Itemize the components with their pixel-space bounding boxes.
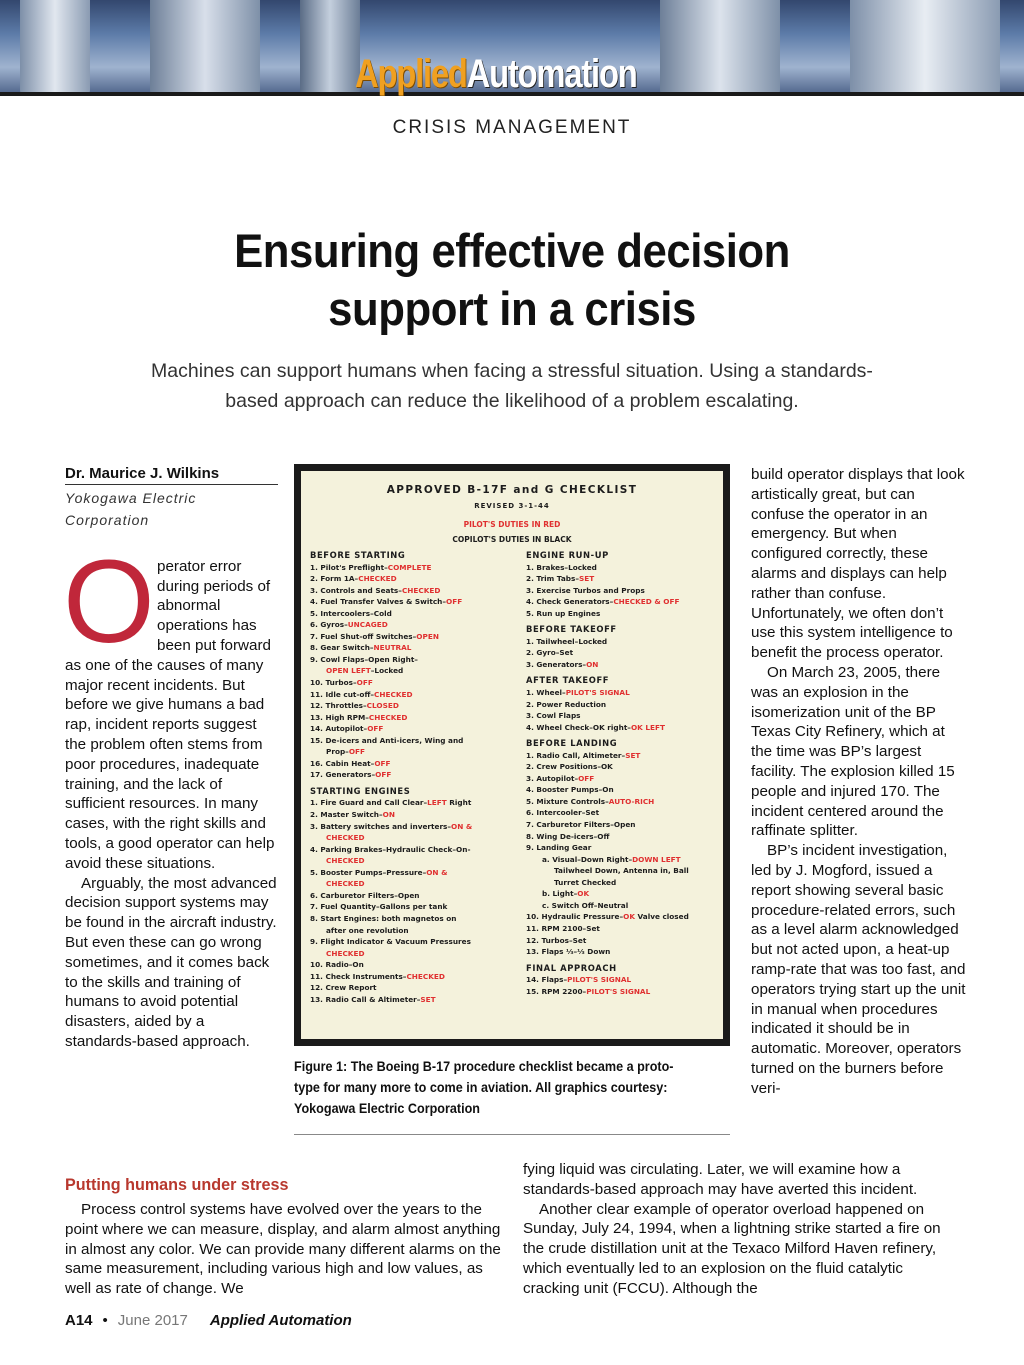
checklist-item-pilot-text: CHECKED bbox=[374, 689, 413, 699]
checklist-item-pilot-text: OFF bbox=[356, 678, 373, 688]
checklist-item bbox=[310, 562, 515, 574]
body-paragraph: build operator displays that look artistically great, but can confuse the operator in an emergency. But when configured correctly, these alarms and displays can help rather than confuse. Unfortunately, we often don’t use this system intelligence to benefit the process operator. bbox=[751, 466, 965, 662]
checklist-item-pilot-text: PILOT'S SIGNAL bbox=[565, 688, 630, 698]
checklist-item bbox=[310, 712, 515, 724]
left-column bbox=[65, 464, 280, 1052]
checklist-item-text: Valve closed bbox=[634, 912, 689, 922]
bottom-left-column bbox=[65, 1200, 505, 1299]
checklist-item-text: 3. Controls and Seats– bbox=[310, 585, 402, 595]
checklist-item bbox=[526, 831, 722, 843]
checklist-item bbox=[310, 867, 515, 879]
checklist-item bbox=[310, 769, 515, 781]
section-subhead: Putting humans under stress bbox=[65, 1175, 289, 1194]
checklist-item bbox=[526, 900, 722, 912]
checklist-item bbox=[310, 596, 515, 608]
checklist-section-heading: BEFORE TAKEOFF bbox=[526, 624, 617, 635]
checklist-item-text: 1. Pilot's Preflight– bbox=[310, 562, 388, 572]
subtitle-line: based approach can reduce the likelihood of a problem escalating. bbox=[225, 390, 799, 412]
page-footer bbox=[65, 1312, 352, 1329]
checklist-item bbox=[526, 659, 722, 671]
checklist-item-text: 12. Throttles– bbox=[310, 701, 367, 711]
checklist-item bbox=[310, 821, 515, 833]
checklist-item bbox=[526, 596, 722, 608]
checklist-item bbox=[310, 844, 515, 856]
masthead-banner bbox=[0, 0, 1024, 96]
checklist-item-text: 4. Fuel Transfer Valves & Switch– bbox=[310, 597, 447, 607]
checklist-item bbox=[310, 948, 515, 960]
checklist-revised: REVISED 3-1-44 bbox=[474, 502, 550, 510]
checklist-item-text: 2. Trim Tabs– bbox=[526, 574, 579, 584]
checklist-item-text: 9. Landing Gear bbox=[526, 843, 592, 853]
body-paragraph: BP’s incident investigation, led by J. Mogford, issued a report showing several basic procedure-related errors, such as a level alarm acknowledged but not acted upon, a heat-up ramp-rate that was too fast, and operators trying start up the unit in manual when procedures indicated it should be in automatic. Moreover, operators turned on the burners before veri- bbox=[751, 842, 966, 1097]
checklist-item-text: Turret Checked bbox=[554, 877, 617, 887]
checklist-item-text: a. Visual–Down Right– bbox=[542, 854, 633, 864]
caption-divider bbox=[294, 1134, 730, 1135]
affiliation-line: Corporation bbox=[65, 511, 150, 528]
checklist-item-text: c. Switch Off–Neutral bbox=[542, 900, 629, 910]
checklist-item bbox=[310, 746, 515, 758]
checklist-item bbox=[526, 854, 722, 866]
body-paragraph: Process control systems have evolved over the years to the point where we can measure, display, and alarm almost anything in almost any color. We can provide many different alarms on the same measurement, including various high and low values, as well as rate of change. We bbox=[65, 1201, 501, 1298]
checklist-item bbox=[526, 877, 722, 889]
tank-graphic bbox=[660, 0, 780, 96]
checklist-item-text: after one revolution bbox=[326, 925, 409, 935]
checklist-item bbox=[310, 959, 515, 971]
checklist-item bbox=[310, 971, 515, 983]
body-paragraph: Another clear example of operator overload happened on Sunday, July 24, 1994, when a lightning strike started a fire on the crude distillation unit at the Texaco Milford Haven refinery, which eventually led to an explosion on the fluid catalytic cracking unit (FCCU). Although the bbox=[523, 1200, 941, 1297]
checklist-item-pilot-text: PILOT'S SIGNAL bbox=[567, 975, 632, 985]
checklist-item bbox=[526, 750, 722, 762]
checklist-copilot-duties: COPILOT'S DUTIES IN BLACK bbox=[452, 535, 572, 544]
checklist-item bbox=[310, 619, 515, 631]
figure-checklist bbox=[294, 464, 730, 1046]
checklist-item-text: 15. De-icers and Anti-icers, Wing and bbox=[310, 735, 464, 745]
checklist-item-text: 4. Check Generators– bbox=[526, 597, 614, 607]
checklist-item bbox=[310, 797, 515, 809]
checklist-item-text: 3. Battery switches and inverters– bbox=[310, 821, 452, 831]
checklist-item-text: 6. Gyros– bbox=[310, 620, 348, 630]
checklist-item-pilot-text: CHECKED bbox=[401, 585, 441, 595]
section-label: CRISIS MANAGEMENT bbox=[392, 117, 632, 138]
checklist-item-text: Prop– bbox=[326, 747, 349, 757]
checklist-item bbox=[310, 890, 515, 902]
checklist-item-text: 4. Booster Pumps–On bbox=[526, 785, 614, 795]
checklist-item-text: 10. Radio–On bbox=[310, 960, 364, 970]
checklist-item-text: 2. Form 1A– bbox=[310, 574, 359, 584]
checklist-item-text: 8. Gear Switch– bbox=[310, 643, 374, 653]
checklist-item bbox=[526, 761, 722, 773]
checklist-item-pilot-text: OPEN bbox=[416, 631, 439, 641]
checklist-item-text: –Locked bbox=[370, 666, 404, 676]
checklist-item-text: 10. Turbos– bbox=[310, 678, 357, 688]
logo-part-automation: Automation bbox=[466, 52, 637, 96]
checklist-item-pilot-text: PILOT'S SIGNAL bbox=[586, 986, 651, 996]
checklist-item-text: 10. Hydraulic Pressure– bbox=[526, 912, 624, 922]
checklist-item-pilot-text: CHECKED bbox=[358, 574, 397, 584]
tank-graphic bbox=[850, 0, 1000, 96]
checklist-section-heading: ENGINE RUN-UP bbox=[526, 550, 609, 560]
checklist-image bbox=[301, 471, 723, 1039]
checklist-item-pilot-text: AUTO-RICH bbox=[608, 796, 655, 806]
figure-caption bbox=[294, 1056, 730, 1119]
checklist-item-pilot-text: OK LEFT bbox=[630, 722, 665, 732]
checklist-item-pilot-text: CLOSED bbox=[366, 701, 399, 711]
title-line: Ensuring effective decision bbox=[234, 224, 790, 277]
logo-part-applied: Applied bbox=[355, 52, 467, 96]
checklist-item bbox=[526, 986, 722, 998]
checklist-item bbox=[310, 608, 515, 620]
checklist-title: APPROVED B-17F and G CHECKLIST bbox=[386, 484, 638, 496]
checklist-section-heading: AFTER TAKEOFF bbox=[526, 675, 610, 686]
checklist-item bbox=[310, 585, 515, 597]
checklist-item-text: 1. Radio Call, Altimeter– bbox=[526, 750, 626, 760]
checklist-item bbox=[310, 654, 515, 666]
checklist-item bbox=[526, 722, 722, 734]
caption-line: Figure 1: The Boeing B-17 procedure checklist became a proto- bbox=[294, 1058, 674, 1074]
checklist-item-text: 7. Fuel Quantity–Gallons per tank bbox=[310, 902, 448, 912]
checklist-item bbox=[526, 687, 722, 699]
checklist-item-pilot-text: OPEN LEFT bbox=[326, 666, 371, 676]
checklist-item-text: 13. High RPM– bbox=[310, 712, 369, 722]
checklist-column-left bbox=[310, 550, 515, 1005]
checklist-item-pilot-text: OFF bbox=[348, 747, 366, 757]
article-subtitle bbox=[80, 356, 944, 416]
checklist-item bbox=[310, 758, 515, 770]
checklist-item-text: 2. Gyro–Set bbox=[526, 648, 574, 658]
checklist-item-text: 12. Turbos–Set bbox=[526, 935, 587, 945]
caption-line: Yokogawa Electric Corporation bbox=[294, 1100, 481, 1116]
checklist-item-pilot-text: DOWN LEFT bbox=[632, 854, 681, 864]
checklist-item-text: 2. Master Switch– bbox=[310, 810, 383, 820]
checklist-item-pilot-text: UNCAGED bbox=[347, 620, 388, 630]
checklist-item-text: 3. Cowl Flaps bbox=[526, 711, 581, 721]
checklist-item-text: 1. Tailwheel–Locked bbox=[526, 636, 608, 646]
checklist-item bbox=[310, 700, 515, 712]
checklist-item-text: 3. Generators– bbox=[526, 659, 587, 669]
article-title bbox=[92, 222, 933, 338]
checklist-item bbox=[310, 936, 515, 948]
checklist-item-text: 5. Mixture Controls– bbox=[526, 796, 609, 806]
checklist-item-pilot-text: OFF bbox=[578, 773, 595, 783]
left-body bbox=[63, 535, 280, 1052]
checklist-item bbox=[526, 974, 722, 986]
checklist-item-text: 3. Exercise Turbos and Props bbox=[526, 585, 645, 595]
checklist-item bbox=[310, 689, 515, 701]
checklist-item-text: Tailwheel Down, Antenna in, Ball bbox=[554, 866, 689, 876]
checklist-item-pilot-text: OK bbox=[577, 889, 590, 899]
checklist-item-text: 7. Carburetor Filters–Open bbox=[526, 820, 636, 830]
tank-graphic bbox=[300, 0, 360, 96]
checklist-item-text: 5. Intercoolers–Cold bbox=[310, 608, 392, 618]
checklist-item-text: 4. Parking Brakes–Hydraulic Check–On- bbox=[310, 844, 471, 854]
checklist-item bbox=[310, 677, 515, 689]
checklist-item bbox=[310, 642, 515, 654]
checklist-section-heading: BEFORE LANDING bbox=[526, 738, 618, 749]
checklist-item-pilot-text: ON bbox=[382, 810, 395, 820]
author-affiliation bbox=[65, 487, 280, 531]
checklist-item bbox=[526, 784, 722, 796]
checklist-item bbox=[310, 809, 515, 821]
checklist-item bbox=[526, 842, 722, 854]
issue-date: June 2017 bbox=[117, 1312, 188, 1329]
checklist-item bbox=[310, 665, 515, 677]
checklist-pilot-duties: PILOT'S DUTIES IN RED bbox=[463, 520, 561, 529]
checklist-item-pilot-text: OK bbox=[623, 912, 635, 922]
checklist-item bbox=[526, 585, 722, 597]
checklist-item bbox=[310, 573, 515, 585]
checklist-item bbox=[526, 819, 722, 831]
checklist-item bbox=[310, 723, 515, 735]
subtitle-line: Machines can support humans when facing a stressful situation. Using a standards- bbox=[151, 360, 873, 382]
checklist-item-text: 1. Fire Guard and Call Clear– bbox=[310, 798, 428, 808]
checklist-item-text: 16. Cabin Heat– bbox=[310, 758, 375, 768]
checklist-item bbox=[526, 911, 722, 923]
bottom-right-column bbox=[523, 1160, 963, 1299]
checklist-item-text: 8. Wing De-icers–Off bbox=[526, 831, 610, 841]
checklist-item-pilot-text: SET bbox=[420, 994, 436, 1004]
checklist-item-pilot-text: ON & bbox=[426, 867, 448, 877]
checklist-item bbox=[310, 878, 515, 890]
checklist-item bbox=[526, 562, 722, 574]
checklist-item bbox=[310, 855, 515, 867]
checklist-item-text: 5. Run up Engines bbox=[526, 608, 601, 618]
checklist-item-text: 7. Fuel Shut-off Switches– bbox=[310, 631, 417, 641]
checklist-item bbox=[310, 994, 515, 1006]
checklist-item-pilot-text: ON bbox=[586, 659, 599, 669]
checklist-item-pilot-text: OFF bbox=[374, 758, 391, 768]
checklist-item bbox=[526, 573, 722, 585]
checklist-item-pilot-text: ON & bbox=[451, 821, 473, 831]
checklist-item-pilot-text: CHECKED bbox=[326, 833, 365, 843]
caption-line: type for many more to come in aviation. All graphics courtesy: bbox=[294, 1079, 668, 1095]
checklist-item bbox=[526, 865, 722, 877]
checklist-item-text: 13. Radio Call & Altimeter– bbox=[310, 994, 421, 1004]
checklist-item-text: 5. Booster Pumps–Pressure– bbox=[310, 867, 427, 877]
footer-separator: • bbox=[102, 1312, 108, 1329]
checklist-item-text: 11. Check Instruments– bbox=[310, 971, 407, 981]
checklist-item bbox=[526, 807, 722, 819]
masthead-logo bbox=[355, 52, 637, 96]
checklist-item bbox=[526, 699, 722, 711]
tank-graphic bbox=[20, 0, 90, 96]
checklist-item-text: Right bbox=[446, 798, 472, 808]
magazine-name: Applied Automation bbox=[209, 1312, 352, 1329]
checklist-section-heading: FINAL APPROACH bbox=[526, 962, 617, 973]
tank-graphic bbox=[150, 0, 260, 96]
checklist-item-text: 3. Autopilot– bbox=[526, 773, 579, 783]
checklist-item-pilot-text: CHECKED bbox=[326, 879, 365, 889]
checklist-item-text: 13. Flaps ⅓–⅓ Down bbox=[526, 947, 611, 957]
checklist-item bbox=[526, 923, 722, 935]
checklist-item-pilot-text: NEUTRAL bbox=[373, 643, 412, 653]
body-paragraph: On March 23, 2005, there was an explosion in the isomerization unit of the BP Texas City Refinery, which at the time was BP’s largest facility. The explosion killed 15 people and injured 170. The incident centered around the raffinate splitter. bbox=[751, 663, 955, 840]
checklist-item-text: 12. Crew Report bbox=[310, 983, 377, 993]
checklist-item bbox=[526, 710, 722, 722]
checklist-item-pilot-text: CHECKED bbox=[368, 712, 408, 722]
checklist-item-text: 6. Carburetor Filters–Open bbox=[310, 890, 420, 900]
author-name: Dr. Maurice J. Wilkins bbox=[65, 464, 278, 485]
checklist-item bbox=[526, 935, 722, 947]
checklist-item bbox=[526, 946, 722, 958]
right-column bbox=[751, 465, 966, 1099]
checklist-item-pilot-text: SET bbox=[625, 750, 641, 760]
checklist-item-text: 8. Start Engines: both magnetos on bbox=[310, 913, 457, 923]
checklist-item bbox=[526, 647, 722, 659]
checklist-item-text: 15. RPM 2200– bbox=[526, 986, 587, 996]
checklist-item-text: 4. Wheel Check–OK right– bbox=[526, 722, 631, 732]
checklist-item-text: 11. RPM 2100–Set bbox=[526, 923, 600, 933]
checklist-item-pilot-text: CHECKED & OFF bbox=[613, 597, 680, 607]
checklist-item-text: 6. Intercooler–Set bbox=[526, 808, 600, 818]
checklist-item bbox=[310, 901, 515, 913]
checklist-item-text: 11. Idle cut-off– bbox=[310, 689, 375, 699]
page-number: A14 bbox=[65, 1312, 93, 1329]
checklist-item-text: 14. Flaps– bbox=[526, 975, 568, 985]
checklist-item-pilot-text: LEFT bbox=[427, 798, 447, 808]
checklist-item bbox=[310, 925, 515, 937]
checklist-item-text: 9. Flight Indicator & Vacuum Pressures bbox=[310, 937, 471, 947]
checklist-item-text: 2. Crew Positions–OK bbox=[526, 762, 613, 772]
checklist-item-text: 1. Brakes–Locked bbox=[526, 562, 597, 572]
checklist-item bbox=[526, 888, 722, 900]
checklist-section-heading: STARTING ENGINES bbox=[310, 785, 411, 796]
body-paragraph: Arguably, the most advanced decision support systems may be found in the aircraft industry. But even these can go wrong sometimes, and it comes back to the skills and training of humans to avoid potential disasters, aided by a standards-based approach. bbox=[65, 874, 277, 1050]
checklist-item-text: 17. Generators– bbox=[310, 770, 376, 780]
checklist-item bbox=[310, 631, 515, 643]
checklist-item bbox=[310, 982, 515, 994]
checklist-item-pilot-text: OFF bbox=[446, 597, 463, 607]
checklist-item bbox=[526, 608, 722, 620]
checklist-item-text: 14. Autopilot– bbox=[310, 724, 368, 734]
checklist-item bbox=[526, 796, 722, 808]
checklist-item-pilot-text: OFF bbox=[367, 724, 384, 734]
checklist-item-text: 9. Cowl Flaps–Open Right– bbox=[310, 654, 418, 664]
affiliation-line: Yokogawa Electric bbox=[65, 489, 197, 506]
checklist-item bbox=[526, 773, 722, 785]
checklist-item-pilot-text: CHECKED bbox=[406, 971, 445, 981]
checklist-item bbox=[526, 636, 722, 648]
checklist-item-pilot-text: CHECKED bbox=[326, 856, 365, 866]
checklist-item bbox=[310, 913, 515, 925]
body-paragraph: fying liquid was circulating. Later, we will examine how a standards-based approach may have averted this incident. bbox=[523, 1161, 918, 1198]
checklist-column-right bbox=[526, 550, 722, 997]
title-line: support in a crisis bbox=[328, 282, 696, 335]
body-paragraph: perator error during periods of abnormal operations has been put forward as one of the causes of many major recent incidents. But before we give humans a bad rap, incident reports suggest the problem often stems from poor procedures, inadequate training, and the lack of sufficient resources. In many cases, with the right skills and tools, a good operator can help avoid these situations. bbox=[65, 557, 275, 872]
checklist-item bbox=[310, 735, 515, 747]
checklist-item-text: 1. Wheel– bbox=[526, 688, 566, 698]
checklist-item-pilot-text: CHECKED bbox=[326, 948, 365, 958]
checklist-item-text: b. Light– bbox=[542, 889, 578, 899]
checklist-item-pilot-text: COMPLETE bbox=[387, 562, 432, 572]
drop-cap: O bbox=[63, 535, 155, 668]
checklist-section-heading: BEFORE STARTING bbox=[310, 550, 406, 560]
checklist-item-pilot-text: OFF bbox=[375, 770, 392, 780]
checklist-item bbox=[310, 832, 515, 844]
checklist-item-pilot-text: SET bbox=[578, 574, 595, 584]
checklist-item-text: 2. Power Reduction bbox=[526, 699, 607, 709]
